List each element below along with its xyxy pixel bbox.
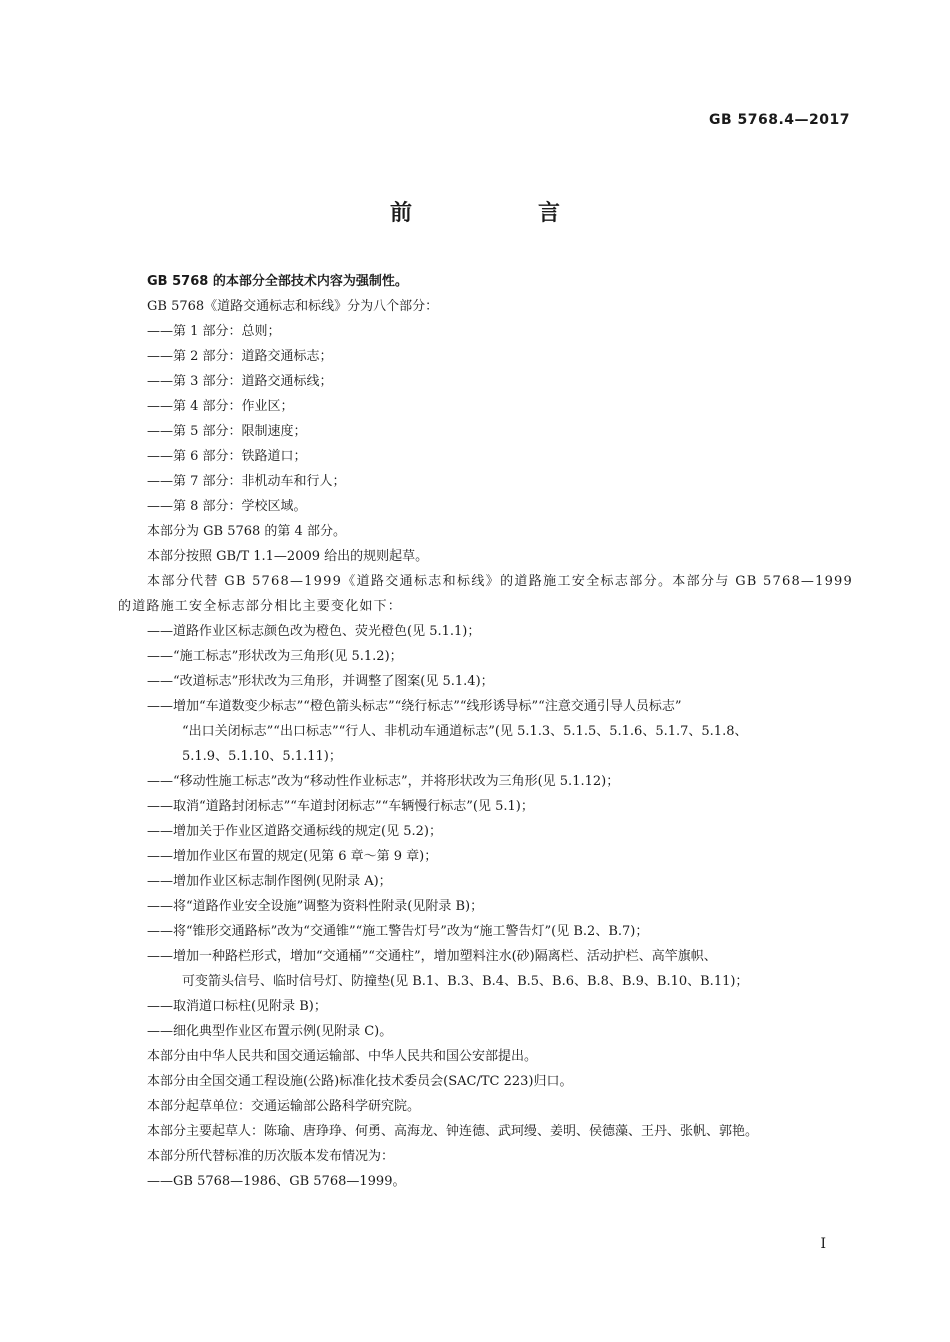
change-list-item: ——增加作业区标志制作图例(见附录 A)； xyxy=(147,874,392,889)
part-list-item: ——第 7 部分：非机动车和行人； xyxy=(147,474,346,489)
drafters-statement: 本部分主要起草人：陈瑜、唐琤琤、何勇、高海龙、钟连德、武珂缦、姜明、侯德藻、王丹、张帆、郭艳。 xyxy=(147,1124,759,1139)
page-title: 前 言 xyxy=(389,201,612,226)
change-list-item: ——道路作业区标志颜色改为橙色、荧光橙色(见 5.1.1)； xyxy=(147,624,481,639)
parts-intro: GB 5768《道路交通标志和标线》分为八个部分： xyxy=(147,299,439,314)
change-list-item-continuation: 可变箭头信号、临时信号灯、防撞垫(见 B.1、B.3、B.4、B.5、B.6、B.8、B.9、B.10、B.11)； xyxy=(182,974,749,989)
page-number: I xyxy=(820,1236,826,1252)
change-list-item-continuation: 5.1.9、5.1.10、5.1.11)； xyxy=(182,749,342,764)
change-list-item: ——取消道口标柱(见附录 B)； xyxy=(147,999,327,1014)
part-list-item: ——第 4 部分：作业区； xyxy=(147,399,294,414)
drafting-unit-statement: 本部分起草单位：交通运输部公路科学研究院。 xyxy=(147,1099,421,1114)
change-list-item: ——“施工标志”形状改为三角形(见 5.1.2)； xyxy=(147,649,403,664)
change-list-item: ——细化典型作业区布置示例(见附录 C)。 xyxy=(147,1024,393,1039)
part-list-item: ——第 3 部分：道路交通标线； xyxy=(147,374,333,389)
replacement-statement: 本部分代替 GB 5768—1999《道路交通标志和标线》的道路施工安全标志部分。本部分与 GB 5768—1999 的道路施工安全标志部分相比主要变化如下： xyxy=(118,574,853,614)
drafting-rules-statement: 本部分按照 GB/T 1.1—2009 给出的规则起草。 xyxy=(147,549,429,564)
history-intro: 本部分所代替标准的历次版本发布情况为： xyxy=(147,1149,395,1164)
change-list-item: ——取消“道路封闭标志”“车道封闭标志”“车辆慢行标志”(见 5.1)； xyxy=(147,799,534,814)
change-list-item: ——将“锥形交通路标”改为“交通锥”“施工警告灯号”改为“施工警告灯”(见 B.2、B.7)； xyxy=(147,924,649,939)
change-list-item: ——将“道路作业安全设施”调整为资料性附录(见附录 B)； xyxy=(147,899,484,914)
change-list-item: ——“改道标志”形状改为三角形，并调整了图案(见 5.1.4)； xyxy=(147,674,494,689)
standard-code: GB 5768.4—2017 xyxy=(708,112,850,128)
change-list-item: ——“移动性施工标志”改为“移动性作业标志”，并将形状改为三角形(见 5.1.12)； xyxy=(147,774,620,789)
change-list-item: ——增加作业区布置的规定(见第 6 章～第 9 章)； xyxy=(147,849,438,864)
this-part-statement: 本部分为 GB 5768 的第 4 部分。 xyxy=(147,524,346,539)
centralized-by-statement: 本部分由全国交通工程设施(公路)标准化技术委员会(SAC/TC 223)归口。 xyxy=(147,1074,573,1089)
change-list-item: ——增加关于作业区道路交通标线的规定(见 5.2)； xyxy=(147,824,442,839)
history-list-item: ——GB 5768—1986、GB 5768—1999。 xyxy=(147,1174,406,1189)
change-list-item: ——增加“车道数变少标志”“橙色箭头标志”“绕行标志”“线形诱导标”“注意交通引导人员标志” xyxy=(147,699,682,714)
part-list-item: ——第 5 部分：限制速度； xyxy=(147,424,307,439)
change-list-item-continuation: “出口关闭标志”“出口标志”“行人、非机动车通道标志”(见 5.1.3、5.1.5、5.1.6、5.1.7、5.1.8、 xyxy=(182,724,748,739)
foreword-body xyxy=(118,269,853,1194)
part-list-item: ——第 6 部分：铁路道口； xyxy=(147,449,307,464)
proposed-by-statement: 本部分由中华人民共和国交通运输部、中华人民共和国公安部提出。 xyxy=(147,1049,538,1064)
mandatory-statement: GB 5768 的本部分全部技术内容为强制性。 xyxy=(147,274,408,289)
part-list-item: ——第 8 部分：学校区域。 xyxy=(147,499,307,514)
change-list-item: ——增加一种路栏形式，增加“交通桶”“交通柱”，增加塑料注水(砂)隔离栏、活动护栏、高竿旗帜、 xyxy=(147,949,717,964)
part-list-item: ——第 1 部分：总则； xyxy=(147,324,281,339)
part-list-item: ——第 2 部分：道路交通标志； xyxy=(147,349,333,364)
